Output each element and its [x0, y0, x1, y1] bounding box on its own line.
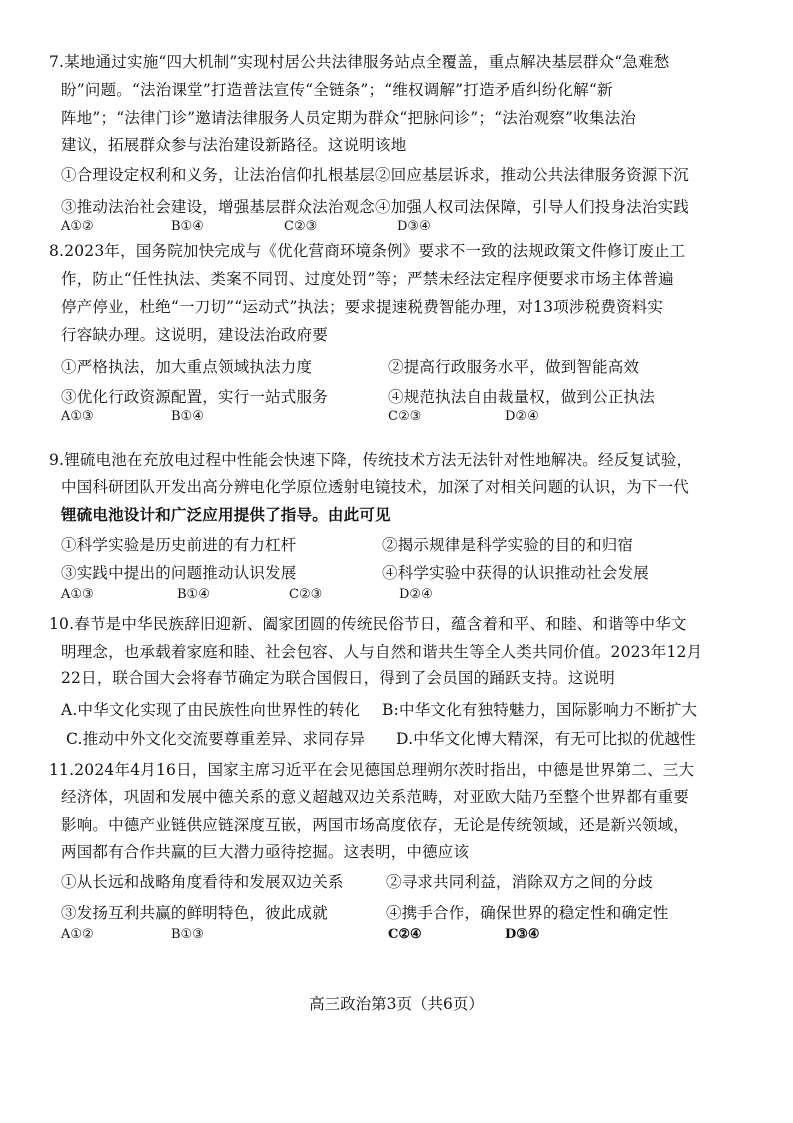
question-8-line-3: 停产停业，杜绝“一刀切”“运动式”执法；要求提速税费智能办理，对13项涉税费资料实 [61, 298, 664, 316]
question-8-line-4: 行容缺办理。这说明，建设法治政府要 [61, 326, 328, 344]
question-9-line-2: 中国科研团队开发出高分辨电化学原位透射电镜技术，加深了对相关问题的认识，为下一代 [61, 478, 690, 496]
question-7-statement-1: ①合理设定权利和义务，让法治信仰扎根基层②回应基层诉求，推动公共法律服务资源下沉 [61, 166, 690, 184]
question-11-choice-b: B①③ [171, 927, 204, 942]
question-9-choice-c: C②③ [289, 587, 323, 602]
question-11-statement-4: ④携手合作，确保世界的稳定性和确定性 [386, 904, 669, 922]
question-11-line-2: 经济体，巩固和发展中德关系的意义超越双边关系范畴，对亚欧大陆乃至整个世界都有重要 [61, 788, 690, 806]
question-8-line-1: 8.2023年，国务院加快完成与《优化营商环境条例》要求不一致的法规政策文件修订废止工 [49, 242, 686, 260]
question-10-line-3: 22日，联合国大会将春节确定为联合国假日，得到了会员国的踊跃支持。这说明 [61, 669, 615, 687]
page-footer: 高三政治第3页（共6页） [309, 995, 484, 1013]
question-11-statement-2: ②寻求共同利益，消除双方之间的分歧 [386, 873, 653, 891]
question-10-option-a: A.中华文化实现了由民族性向世界性的转化 [61, 701, 361, 719]
question-10-option-b: B:中华文化有独特魅力，国际影响力不断扩大 [382, 701, 698, 719]
question-9-choice-b: B①④ [177, 587, 210, 602]
question-7-line-3: 阵地”；“法律门诊”邀请法律服务人员定期为群众“把脉问诊”；“法治观察”收集法治 [61, 109, 636, 127]
question-11-line-4: 两国都有合作共赢的巨大潜力亟待挖掘。这表明，中德应该 [61, 843, 470, 861]
question-9-line-3: 锂硫电池设计和广泛应用提供了指导。由此可见 [61, 505, 391, 524]
question-9-choice-a: A①③ [61, 587, 94, 602]
question-9-choice-d: D②④ [399, 587, 433, 602]
question-10-line-2: 明理念，也承载着家庭和睦、社会包容、人与自然和谐共生等全人类共同价值。2023年12月 [61, 643, 703, 661]
question-8-statement-2: ②提高行政服务水平，做到智能高效 [388, 358, 640, 376]
question-8-statement-4: ④规范执法自由裁量权，做到公正执法 [388, 388, 655, 406]
question-11-choice-d: D③④ [505, 927, 540, 942]
question-8-statement-3: ③优化行政资源配置，实行一站式服务 [61, 388, 328, 406]
question-7-statement-2: ③推动法治社会建设，增强基层群众法治观念④加强人权司法保障，引导人们投身法治实践 [61, 198, 690, 216]
question-7-choice-c: C②③ [284, 219, 318, 234]
question-11-choice-c: C②④ [388, 927, 422, 942]
question-10-line-1: 10.春节是中华民族辞旧迎新、阖家团圆的传统民俗节日，蕴含着和平、和睦、和谐等中华文 [49, 615, 687, 633]
question-11-statement-1: ①从长远和战略角度看待和发展双边关系 [61, 873, 344, 891]
question-8-statement-1: ①严格执法，加大重点领域执法力度 [61, 358, 313, 376]
question-9-statement-4: ④科学实验中获得的认识推动社会发展 [382, 564, 649, 582]
question-7-choice-d: D③④ [397, 219, 431, 234]
question-8-choice-d: D②④ [505, 409, 539, 424]
question-7-choice-a: A①② [61, 219, 94, 234]
question-8-choice-a: A①③ [61, 409, 94, 424]
question-7-line-2: 盼”问题。“法治课堂”打造普法宣传“全链条”；“维权调解”打造矛盾纠纷化解“新 [61, 81, 613, 99]
question-8-choice-c: C②③ [388, 409, 422, 424]
question-9-line-1: 9.锂硫电池在充放电过程中性能会快速下降，传统技术方法无法针对性地解决。经反复试验， [49, 451, 693, 469]
question-11-statement-3: ③发扬互利共赢的鲜明特色，彼此成就 [61, 904, 328, 922]
question-7-choice-b: B①④ [171, 219, 204, 234]
question-9-statement-3: ③实践中提出的问题推动认识发展 [61, 564, 297, 582]
question-8-line-2: 作，防止“任性执法、类案不同罚、过度处罚”等；严禁未经法定程序便要求市场主体普遍 [61, 270, 674, 288]
question-9-statement-2: ②揭示规律是科学实验的目的和归宿 [382, 536, 634, 554]
question-11-choice-a: A①② [61, 927, 94, 942]
question-7-line-1: 7.某地通过实施“四大机制”实现村居公共法律服务站点全覆盖，重点解决基层群众“急难愁 [49, 53, 670, 71]
question-10-option-c: C.推动中外文化交流要尊重差异、求同存异 [66, 730, 366, 748]
question-10-option-d: D.中华文化博大精深，有无可比拟的优越性 [396, 730, 696, 748]
question-11-line-1: 11.2024年4月16日，国家主席习近平在会见德国总理朔尔茨时指出，中德是世界第二、三大 [49, 761, 695, 779]
question-7-line-4: 建议，拓展群众参与法治建设新路径。这说明该地 [61, 136, 407, 154]
question-11-line-3: 影响。中德产业链供应链深度互嵌，两国市场高度依存，无论是传统领域，还是新兴领域， [61, 816, 690, 834]
question-9-statement-1: ①科学实验是历史前进的有力杠杆 [61, 536, 297, 554]
question-8-choice-b: B①④ [171, 409, 204, 424]
